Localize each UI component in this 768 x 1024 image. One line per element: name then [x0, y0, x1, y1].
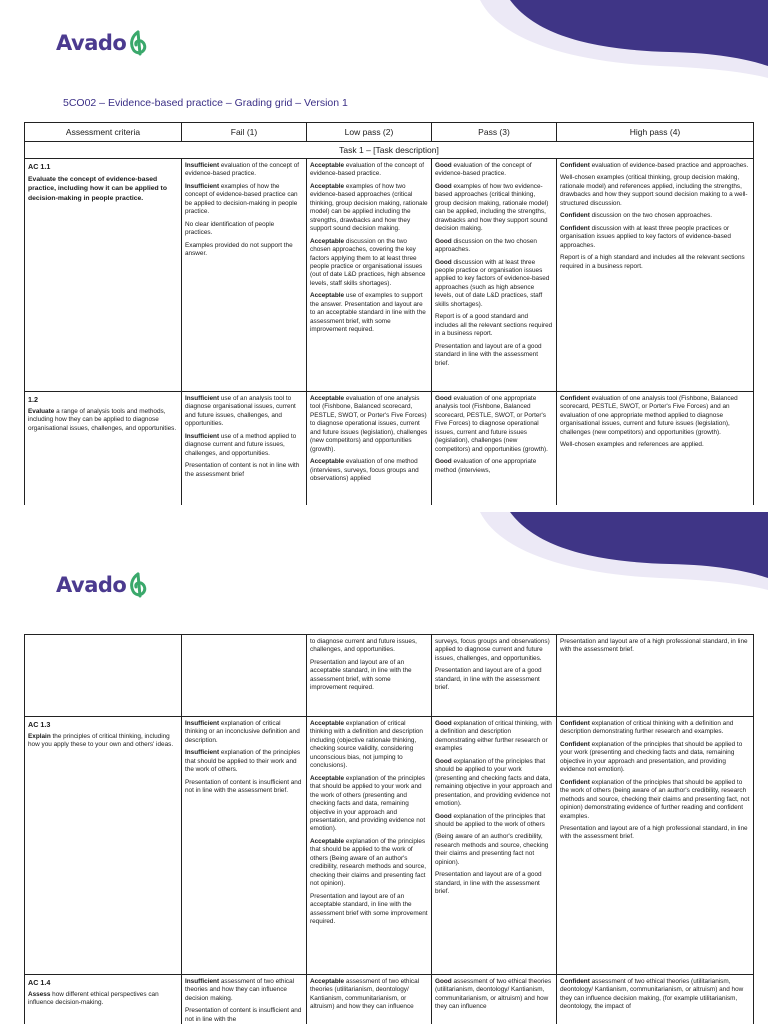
logo-text: Avado: [56, 31, 127, 55]
criterion-paragraph: Insufficient examples of how the concept of evidence-based practice can be applied to decision-making in people practice.: [185, 182, 298, 216]
ac13-criteria-cell: [25, 717, 182, 975]
criterion-paragraph: Confident discussion with at least three people practices or organisation issues applied to key factors of evidence-based approaches.: [560, 224, 731, 249]
criterion-paragraph: Acceptable explanation of critical thinking with a definition and description including (objective rationale thinking, checking source validity, considering unconscious bias, not jumping to conclusions).: [310, 720, 423, 770]
ac14-pass-cell: [432, 975, 557, 1024]
header-wave-graphic: [440, 512, 768, 602]
ac-code: AC 1.4: [28, 978, 51, 987]
criterion-paragraph: Presentation and layout are of an acceptable standard, in line with the assessment brief, with some improvement required.: [310, 658, 412, 692]
table-row: [25, 717, 754, 975]
header-fail: Fail (1): [182, 123, 307, 142]
ac13-high-pass-cell: [557, 717, 754, 975]
criterion-paragraph: Insufficient use of an analysis tool to diagnose organisational issues, current and future issues, challenges, and opportunities.: [185, 395, 296, 428]
cont-criteria-cell: [25, 635, 182, 717]
criterion-paragraph: Confident evaluation of evidence-based practice and approaches.: [560, 162, 749, 169]
criterion-paragraph: Report is of a good standard and includes all the relevant sections required in a business report.: [435, 313, 553, 338]
header-assessment-criteria: Assessment criteria: [25, 123, 182, 142]
logo-text: Avado: [56, 573, 127, 597]
cont-pass-cell: [432, 635, 557, 717]
criterion-paragraph: Acceptable explanation of the principles that should be applied to your work and the work of others (presenting and checking facts and data, remaining objective in your approach and presentation, and providing evidence not emotion).: [310, 774, 426, 833]
criterion-paragraph: surveys, focus groups and observations) applied to diagnose current and future issues, challenges, and opportunities.: [435, 638, 550, 662]
ac12-criteria-cell: [25, 392, 182, 512]
criterion-paragraph: Presentation and layout are of a high professional standard, in line with the assessment brief.: [560, 824, 748, 841]
criterion-paragraph: Insufficient explanation of the principles that should be applied to their work and the work of others.: [185, 749, 301, 774]
ac13-fail-cell: [182, 717, 307, 975]
criterion-paragraph: Good explanation of the principles that should be applied to the work of others: [435, 812, 546, 828]
ac11-low-pass-cell: [307, 159, 432, 392]
criterion-paragraph: Good evaluation of one appropriate analysis tool (Fishbone, Balanced scorecard, PESTLE, SWOT, or Porter's Five Forces) to diagnose operational issues, current and future issues (legislation), challenges (new competitors) and opportunities (growth).: [435, 395, 548, 453]
criterion-paragraph: Insufficient evaluation of the concept of evidence-based practice.: [185, 162, 300, 178]
criterion-paragraph: Good examples of how two evidence-based approaches (critical thinking, group decision making, rationale model) can be applied, including the strengths, drawbacks and how they support sound decision making.: [435, 182, 549, 233]
header-pass: Pass (3): [432, 123, 557, 142]
criterion-paragraph: Good explanation of the principles that should be applied to your work (presenting and checking facts and data, remaining objective in your approach and presentation, and providing evidence not emotion).: [435, 757, 552, 808]
criterion-paragraph: No clear identification of people practices.: [185, 220, 275, 237]
ac11-criteria-cell: [25, 159, 182, 392]
criterion-paragraph: Examples provided do not support the answer.: [185, 241, 293, 258]
table-row: [25, 392, 754, 512]
ac13-low-pass-cell: [307, 717, 432, 975]
criterion-paragraph: Presentation and layout are of an acceptable standard, in line with the assessment brief with some improvement required.: [310, 892, 428, 925]
criterion-paragraph: Presentation and layout are of a good standard in line with the assessment brief.: [435, 342, 542, 367]
criterion-paragraph: Good explanation of critical thinking, with a definition and description demonstrating either further research or examples: [435, 720, 552, 753]
criterion-paragraph: Confident evaluation of one analysis tool (Fishbone, Balanced scorecard, PESTLE, SWOT, or Porter's Five Forces) and an evaluation of one appropriate method applied to diagnose organisational issues, current and future issues (legislation), challenges (new competitors) and opportunities (growth).: [560, 395, 738, 436]
page-2: [0, 512, 768, 1024]
criterion-paragraph: Presentation of content is not in line with the assessment brief: [185, 462, 300, 478]
ac-code: AC 1.3: [28, 720, 51, 729]
header-high-pass: High pass (4): [557, 123, 754, 142]
table-row: [25, 159, 754, 392]
criterion-paragraph: Acceptable explanation of the principles that should be applied to the work of others (Being aware of an author's credibility, research methods and source, checking their claims and presenting fact not opinion).: [310, 837, 427, 888]
table-row: [25, 635, 754, 717]
ac-description: Assess how different ethical perspectives can influence decision-making.: [28, 991, 159, 1007]
criterion-paragraph: Acceptable discussion on the two chosen approaches, covering the key factors applying them to at least three people practice or organisational issues (out of date L&D practices, high absence levels, staff skills shortages).: [310, 237, 426, 287]
document-title: 5CO02 – Evidence-based practice – Grading grid – Version 1: [63, 97, 348, 109]
table-row: [25, 975, 754, 1024]
ac-description: Explain the principles of critical thinking, including how you apply these to your own and others' ideas.: [28, 733, 174, 749]
grading-grid-table-continued: [24, 634, 754, 1024]
grading-grid-table: [24, 122, 754, 512]
ac-description: Evaluate the concept of evidence-based practice, including how it can be applied to decision-making in people practice.: [28, 176, 167, 202]
criterion-paragraph: Confident discussion on the two chosen approaches.: [560, 212, 713, 220]
criterion-paragraph: Good evaluation of one appropriate method (interviews,: [435, 458, 537, 474]
criterion-paragraph: Presentation of content is insufficient and not in line with the: [185, 1007, 302, 1023]
ac-description: Evaluate a range of analysis tools and methods, including how they can be applied to diagnose organisational issues, challenges, and opportunities.: [28, 408, 177, 432]
criterion-paragraph: Good discussion on the two chosen approaches.: [435, 237, 537, 254]
cont-low-pass-cell: [307, 635, 432, 717]
criterion-paragraph: (Being aware of an author's credibility, research methods and source, checking their claims and presenting fact not opinion).: [435, 833, 549, 866]
ac11-high-pass-cell: [557, 159, 754, 392]
ac-code: 1.2: [28, 395, 38, 404]
table-header-row: [25, 123, 754, 142]
criterion-paragraph: Good assessment of two ethical theories (utilitarianism, deontology/ Kantianism, communitarianism, or altruism) and how they can influence: [435, 978, 552, 1011]
criterion-paragraph: Presentation and layout are of a high professional standard, in line with the assessment brief.: [560, 638, 748, 654]
ac11-fail-cell: [182, 159, 307, 392]
criterion-paragraph: Acceptable use of examples to support the answer. Presentation and layout are to an acceptable standard in line with the assessment brief, with some improvement required.: [310, 292, 426, 334]
cont-high-pass-cell: [557, 635, 754, 717]
criterion-paragraph: Good evaluation of the concept of evidence-based practice.: [435, 162, 532, 178]
criterion-paragraph: Presentation and layout are of a good standard, in line with the assessment brief.: [435, 667, 542, 692]
ac13-pass-cell: [432, 717, 557, 975]
criterion-paragraph: Well-chosen examples and references are applied.: [560, 441, 704, 449]
criterion-paragraph: Confident explanation of critical thinking with a definition and description demonstrating further research and examples.: [560, 720, 734, 736]
task-row: [25, 142, 754, 159]
ac14-fail-cell: [182, 975, 307, 1024]
criterion-paragraph: Well-chosen examples (critical thinking, group decision making, rationale model) and references applied, including the strengths, drawbacks and how they support sound decision making to a well-structured discussion.: [560, 174, 748, 207]
criterion-paragraph: Acceptable examples of how two evidence-based approaches (critical thinking, group decision making, rationale model) can be applied including the strengths, drawbacks and how they support sound decision making.: [310, 182, 428, 233]
avado-logo: [56, 30, 149, 56]
criterion-paragraph: Acceptable evaluation of one analysis tool (Fishbone, Balanced scorecard, PESTLE, SWOT, or Porter's Five Forces) to diagnose operational issues, current and future issues (legislation), challenges (new competitors) and opportunities (growth).: [310, 395, 428, 453]
ac12-fail-cell: [182, 392, 307, 512]
criterion-paragraph: Report is of a high standard and includes all the relevant sections required in a business report.: [560, 254, 745, 270]
header-wave-graphic: [440, 0, 768, 90]
task-description: Task 1 – [Task description]: [25, 142, 754, 159]
criterion-paragraph: Acceptable evaluation of the concept of evidence-based practice.: [310, 162, 425, 178]
ac-code: AC 1.1: [28, 162, 51, 171]
ac11-pass-cell: [432, 159, 557, 392]
criterion-paragraph: Presentation of content is insufficient and not in line with the assessment brief.: [185, 778, 302, 795]
ac14-low-pass-cell: [307, 975, 432, 1024]
criterion-paragraph: Insufficient use of a method applied to diagnose current and future issues, challenges, and opportunities.: [185, 432, 297, 457]
criterion-paragraph: Confident explanation of the principles that should be applied to the work of others (being aware of an author's credibility, research methods and source, checking their claims and presenting fact, not opinion) demonstrating evidence of further reading and confident examples.: [560, 778, 750, 820]
avado-logo: [56, 572, 149, 598]
ac12-pass-cell: [432, 392, 557, 512]
ac14-criteria-cell: [25, 975, 182, 1024]
criterion-paragraph: to diagnose current and future issues, challenges, and opportunities.: [310, 638, 417, 654]
logo-mark-icon: [127, 30, 149, 56]
header-low-pass: Low pass (2): [307, 123, 432, 142]
criterion-paragraph: Acceptable evaluation of one method (interviews, surveys, focus groups and observations) applied: [310, 458, 419, 483]
cont-fail-cell: [182, 635, 307, 717]
logo-mark-icon: [127, 572, 149, 598]
criterion-paragraph: Confident explanation of the principles that should be applied to your work (presenting and checking facts and data, remaining objective in your approach and presentation, and providing evidence not emotion).: [560, 740, 743, 774]
ac12-low-pass-cell: [307, 392, 432, 512]
ac14-high-pass-cell: [557, 975, 754, 1024]
criterion-paragraph: Insufficient explanation of critical thinking or an inconclusive definition and description.: [185, 720, 300, 744]
criterion-paragraph: Confident assessment of two ethical theories (utilitarianism, deontology/ Kantianism, communitarianism, or altruism) and how they can influence decision making, (for example utilitarianism, deontology, the impact of: [560, 978, 744, 1011]
criterion-paragraph: Presentation and layout are of a good standard, in line with the assessment brief.: [435, 871, 542, 896]
criterion-paragraph: Acceptable assessment of two ethical theories (utilitarianism, deontology/ Kantianism, communitarianism, or altruism) and how they can influence: [310, 978, 420, 1011]
criterion-paragraph: Insufficient assessment of two ethical theories and how they can influence decision making.: [185, 978, 295, 1002]
ac12-high-pass-cell: [557, 392, 754, 512]
criterion-paragraph: Good discussion with at least three people practice or organisation issues applied to key factors of evidence-based approaches (such as high absence levels, out of date L&D practices, staff skills shortages).: [435, 258, 550, 308]
